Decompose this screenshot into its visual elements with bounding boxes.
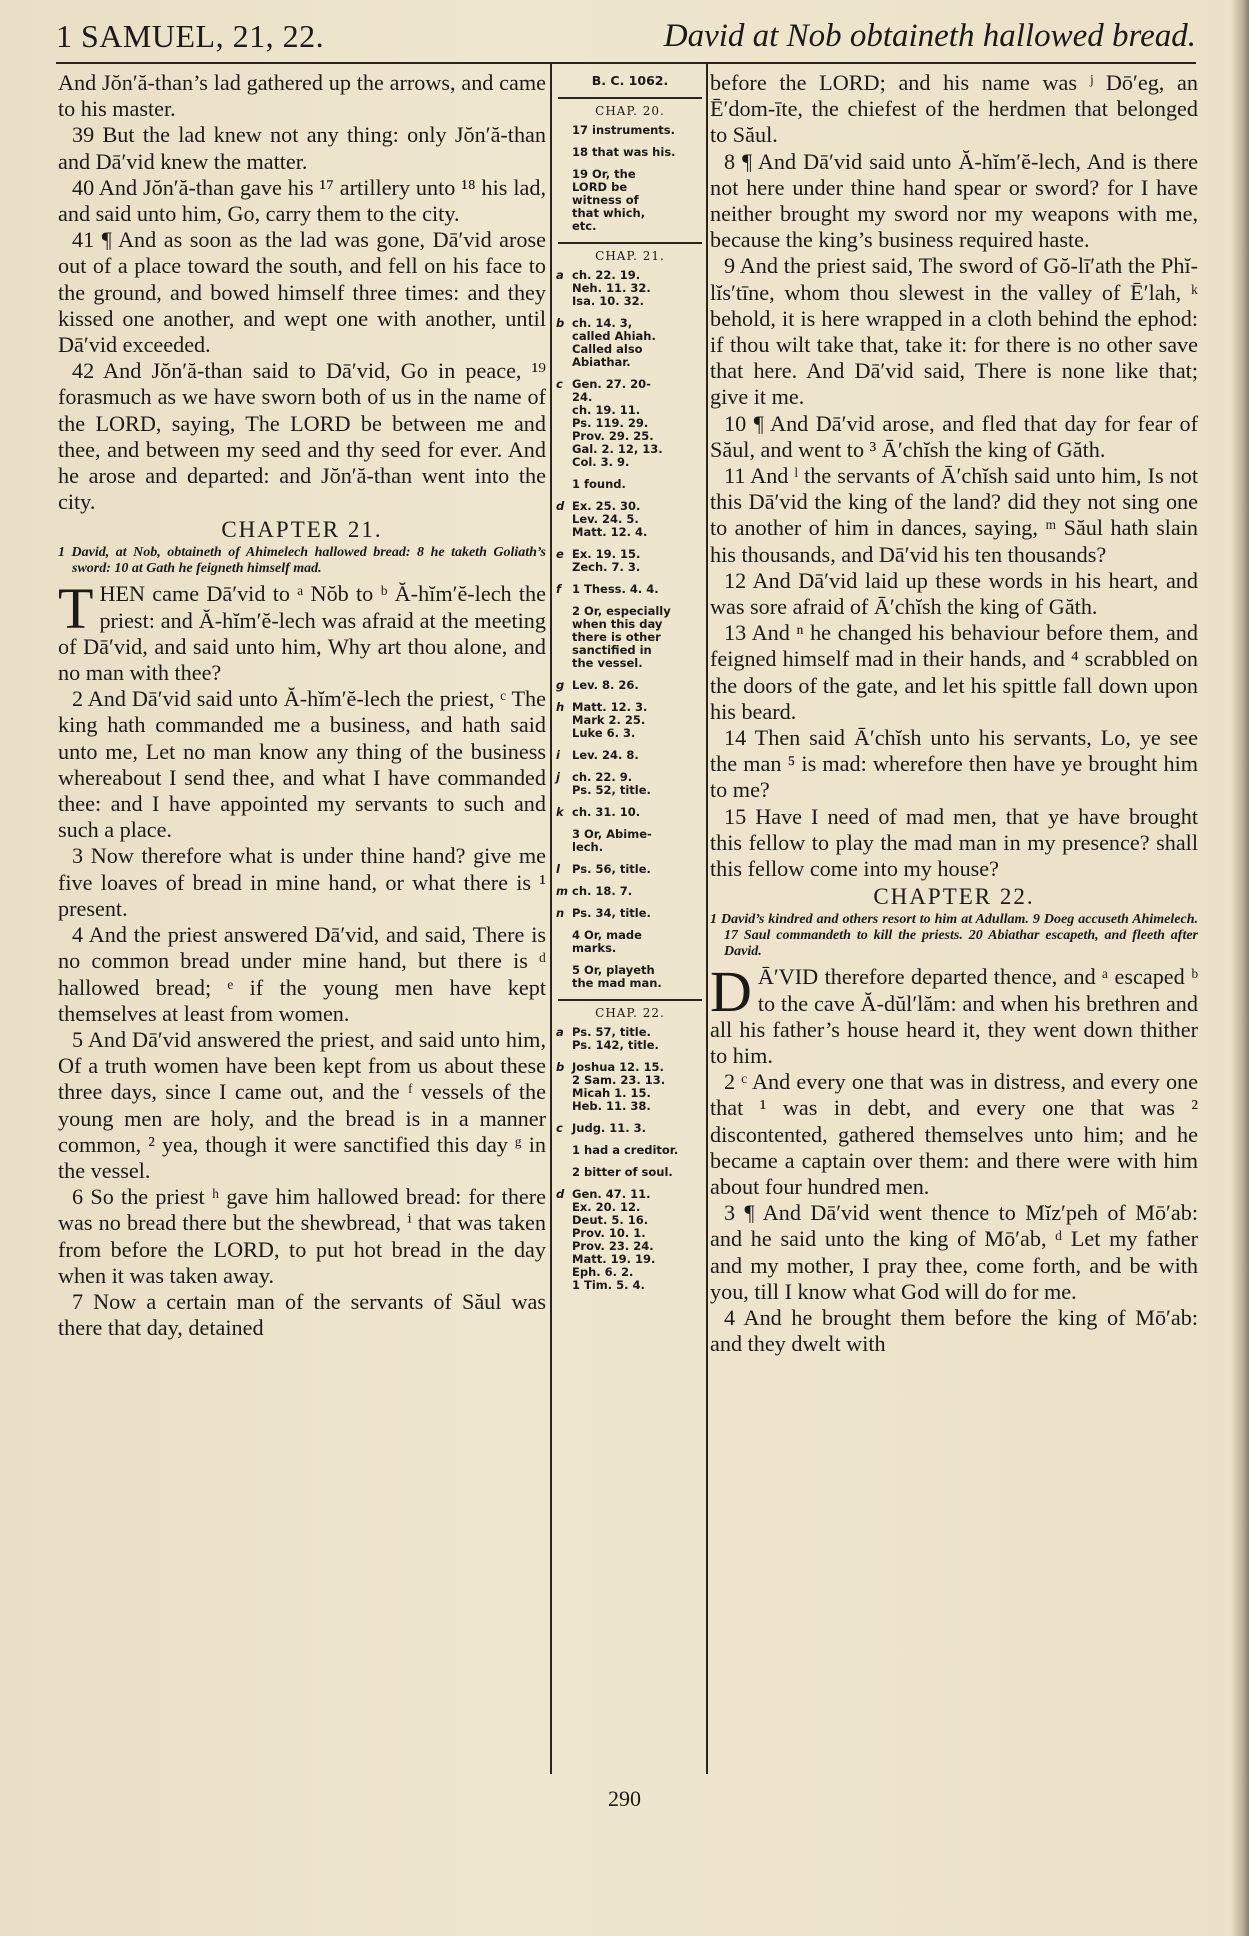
reference-note bbox=[556, 548, 704, 574]
verse-3: 3 ¶ And Dā′vid went thence to Mĭz′peh of Mō′ab: and he said unto the king of Mō′ab, ᵈ Let my father and my mother, I pray thee, come forth, and be with you, till I know what God will do for me. bbox=[710, 1200, 1198, 1304]
verse-4: 4 And he brought them before the king of Mō′ab: and they dwelt with bbox=[710, 1304, 1198, 1357]
reference-key: i bbox=[556, 748, 560, 762]
reference-text: ch. 18. 7. bbox=[572, 884, 633, 898]
verse-10: 10 ¶ And Dā′vid arose, and fled that day for fear of Săul, and went to ³ Ā′chĭsh the king of Găth. bbox=[710, 410, 1198, 462]
page-edge-shadow bbox=[1231, 0, 1249, 1936]
header-rule bbox=[56, 62, 1196, 64]
section-rule bbox=[558, 999, 702, 1001]
column-divider-right bbox=[706, 64, 708, 1774]
section-rule bbox=[558, 97, 702, 99]
reference-key: n bbox=[556, 906, 565, 920]
reference-chapter-heading: CHAP. 21. bbox=[595, 249, 665, 263]
verse-1-text: HEN came Dā′vid to ᵃ Nŏb to ᵇ Ă-hĭm′ĕ-lech the priest: and Ă-hĭm′ĕ-lech was afraid at the meeting of Dā′vid, and said unto him, Why art thou alone, and no man with thee? bbox=[58, 581, 546, 686]
verse-38-end: And Jŏn′ă-than’s lad gathered up the arrows, and came to his master. bbox=[58, 70, 546, 122]
verse-6: 6 So the priest ʰ gave him hallowed bread: for there was no bread there but the shewbread, ⁱ that was taken from before the LORD, to put hot bread in the day when it was taken away. bbox=[58, 1184, 546, 1288]
reference-note bbox=[556, 885, 704, 898]
reference-note bbox=[556, 317, 704, 369]
verse-4: 4 And the priest answered Dā′vid, and said, There is no common bread under mine hand, but there is ᵈ hallowed bread; ᵉ if the young men have kept themselves at least from women. bbox=[58, 922, 546, 1026]
reference-note bbox=[556, 806, 704, 819]
verse-1-text: Ā′VID therefore departed thence, and ᵃ escaped ᵇ to the cave Ă-dŭl′lăm: and when his brethren and all his father’s house heard it, they went down thither to him. bbox=[710, 964, 1198, 1068]
reference-text: 1 Thess. 4. 4. bbox=[572, 582, 659, 596]
verse-13: 13 And ⁿ he changed his behaviour before them, and feigned himself mad in their hands, and ⁴ scrabbled on the doors of the gate, and let his spittle fall down upon his beard. bbox=[710, 620, 1198, 724]
verse-5: 5 And Dā′vid answered the priest, and said unto him, Of a truth women have been kept from us about these three days, since I came out, and the ᶠ vessels of the young men are holy, and the bread is in a manner common, ² yea, though it were sanctified this day ᵍ in the vessel. bbox=[58, 1026, 546, 1183]
verse-2: 2 And Dā′vid said unto Ă-hĭm′ĕ-lech the priest, ᶜ The king hath commanded me a business, and hath said unto me, Let no man know any thing of the business whereabout I send thee, and what I have commanded thee: and I have appointed my servants to such and such a place. bbox=[58, 686, 546, 843]
reference-key bbox=[556, 168, 572, 233]
left-column bbox=[58, 70, 546, 1341]
chapter-21-summary: 1 David, at Nob, obtaineth of Ahimelech hallowed bread: 8 he taketh Goliath’s sword: 10 at Gath he feigneth himself mad. bbox=[58, 545, 546, 577]
chapter-22-verse-1 bbox=[710, 959, 1198, 1069]
verse-8: 8 ¶ And Dā′vid said unto Ă-hĭm′ĕ-lech, And is there not here under thine hand spear or sword? for I have neither brought my sword nor my weapons with me, because the king’s business required haste. bbox=[710, 148, 1198, 253]
verse-41: 41 ¶ And as soon as the lad was gone, Dā′vid arose out of a place toward the south, and fell on his face to the ground, and bowed himself three times: and they kissed one another, and wept one with another, until Dā′vid exceeded. bbox=[58, 227, 546, 358]
reference-key: h bbox=[556, 700, 565, 714]
reference-text: ch. 31. 10. bbox=[572, 805, 641, 819]
reference-note bbox=[556, 378, 704, 469]
reference-note bbox=[556, 749, 704, 762]
drop-cap-d: D bbox=[710, 959, 752, 1025]
column-divider-left bbox=[550, 64, 552, 1774]
chapter-22-summary: 1 David’s kindred and others resort to him at Adullam. 9 Doeg accuseth Ahimelech. 17 Saul commandeth to kill the priests. 20 Abiathar escapeth, and fleeth after David. bbox=[710, 912, 1198, 960]
reference-key bbox=[556, 828, 572, 854]
reference-key: a bbox=[556, 1025, 564, 1039]
reference-text: Lev. 8. 26. bbox=[572, 678, 639, 692]
reference-key: a bbox=[556, 268, 564, 282]
reference-text: 4 Or, made marks. bbox=[572, 928, 642, 955]
right-column bbox=[710, 70, 1198, 1357]
reference-text: Ps. 56, title. bbox=[572, 862, 651, 876]
reference-key: b bbox=[556, 1060, 565, 1074]
verse-7-end: before the LORD; and his name was ʲ Dō′eg, an Ē′dom-īte, the chiefest of the herdmen that belonged to Săul. bbox=[710, 70, 1198, 148]
verse-7: 7 Now a certain man of the servants of Săul was there that day, detained bbox=[58, 1288, 546, 1341]
section-rule bbox=[558, 242, 702, 244]
verse-42: 42 And Jŏn′ă-than said to Dā′vid, Go in peace, ¹⁹ forasmuch as we have sworn both of us in the name of the LORD, saying, The LORD be between me and thee, and between my seed and thy seed for ever. And he arose and departed: and Jŏn′ă-than went into the city. bbox=[58, 358, 546, 515]
reference-text: Ex. 19. 15. Zech. 7. 3. bbox=[572, 547, 641, 574]
reference-note bbox=[556, 146, 704, 159]
reference-text: Ex. 25. 30. Lev. 24. 5. Matt. 12. 4. bbox=[572, 499, 648, 539]
reference-text: ch. 14. 3, called Ahiah. Called also Abiathar. bbox=[572, 316, 656, 369]
marginal-references bbox=[556, 70, 704, 1301]
reference-text: Judg. 11. 3. bbox=[572, 1121, 647, 1135]
reference-key bbox=[556, 929, 572, 955]
chapter-21-verse-1 bbox=[58, 576, 546, 686]
reference-sections bbox=[556, 97, 704, 1292]
verse-2: 2 ᶜ And every one that was in distress, and every one that ¹ was in debt, and every one that was ² discontented, gathered themselves unto him; and he became a captain over them: and there were with him about four hundred men. bbox=[710, 1069, 1198, 1199]
reference-note bbox=[556, 1166, 704, 1179]
reference-note bbox=[556, 500, 704, 539]
reference-note bbox=[556, 771, 704, 797]
reference-key: k bbox=[556, 805, 564, 819]
reference-key bbox=[556, 964, 572, 990]
reference-key: g bbox=[556, 678, 565, 692]
reference-text: 17 instruments. bbox=[572, 123, 676, 137]
reference-key: c bbox=[556, 1121, 563, 1135]
reference-text: 5 Or, playeth the mad man. bbox=[572, 963, 662, 990]
reference-text: Matt. 12. 3. Mark 2. 25. Luke 6. 3. bbox=[572, 700, 648, 740]
reference-text: 1 had a creditor. bbox=[572, 1143, 679, 1157]
reference-text: ch. 22. 19. Neh. 11. 32. Isa. 10. 32. bbox=[572, 268, 651, 308]
reference-key bbox=[556, 478, 572, 491]
reference-key: f bbox=[556, 582, 562, 596]
reference-text: Ps. 57, title. Ps. 142, title. bbox=[572, 1025, 659, 1052]
reference-key bbox=[556, 146, 572, 159]
reference-note bbox=[556, 1061, 704, 1113]
reference-key bbox=[556, 124, 572, 137]
reference-chapter-heading: CHAP. 20. bbox=[595, 104, 665, 118]
reference-note bbox=[556, 1144, 704, 1157]
reference-key bbox=[556, 605, 572, 670]
page-number: 290 bbox=[608, 1786, 641, 1811]
verse-11: 11 And ˡ the servants of Ā′chĭsh said unto him, Is not this Dā′vid the king of the land? did they not sing one to another of him in dances, saying, ᵐ Săul hath slain his thousands, and Dā′vid his ten thousands? bbox=[710, 463, 1198, 567]
reference-chapter-heading: CHAP. 22. bbox=[595, 1006, 665, 1020]
reference-note bbox=[556, 929, 704, 955]
reference-key: b bbox=[556, 316, 565, 330]
reference-text: Joshua 12. 15. 2 Sam. 23. 13. Micah 1. 15. Heb. 11. 38. bbox=[572, 1060, 666, 1113]
header-topic: David at Nob obtaineth hallowed bread. bbox=[663, 18, 1196, 54]
reference-note bbox=[556, 1188, 704, 1292]
reference-note bbox=[556, 269, 704, 308]
reference-key: j bbox=[556, 770, 560, 784]
verse-3: 3 Now therefore what is under thine hand? give me five loaves of bread in mine hand, or what there is ¹ present. bbox=[58, 843, 546, 921]
reference-text: Gen. 47. 11. Ex. 20. 12. Deut. 5. 16. Prov. 10. 1. Prov. 23. 24. Matt. 19. 19. Eph. 6. 2. 1 Tim. 5. 4. bbox=[572, 1187, 656, 1292]
reference-key bbox=[556, 1166, 572, 1179]
header-book-chapter: 1 SAMUEL, 21, 22. bbox=[56, 18, 325, 54]
verse-12: 12 And Dā′vid laid up these words in his heart, and was sore afraid of Ā′chĭsh the king of Găth. bbox=[710, 567, 1198, 620]
reference-note bbox=[556, 679, 704, 692]
reference-note bbox=[556, 964, 704, 990]
reference-note bbox=[556, 701, 704, 740]
reference-key: e bbox=[556, 547, 564, 561]
chapter-21-heading: CHAPTER 21. bbox=[221, 517, 383, 543]
reference-note bbox=[556, 478, 704, 491]
reference-key: d bbox=[556, 499, 565, 513]
reference-text: 18 that was his. bbox=[572, 145, 676, 159]
reference-note bbox=[556, 583, 704, 596]
reference-key: c bbox=[556, 377, 563, 391]
reference-key: d bbox=[556, 1187, 565, 1201]
reference-note bbox=[556, 168, 704, 233]
reference-text: 19 Or, the LORD be witness of that which, etc. bbox=[572, 167, 646, 233]
reference-key: l bbox=[556, 862, 560, 876]
reference-text: Ps. 34, title. bbox=[572, 906, 651, 920]
reference-note bbox=[556, 605, 704, 670]
reference-text: Gen. 27. 20- 24. ch. 19. 11. Ps. 119. 29. Prov. 29. 25. Gal. 2. 12, 13. Col. 3. 9. bbox=[572, 377, 663, 469]
drop-cap-t: T bbox=[58, 576, 94, 642]
verse-9: 9 And the priest said, The sword of Gŏ-lī′ath the Phĭ-lĭs′tīne, whom thou slewest in the valley of Ē′lah, ᵏ behold, it is here wrapped in a cloth behind the ephod: if thou wilt take that, take it: for there is no other save that here. And Dā′vid said, There is none like that; give it me. bbox=[710, 253, 1198, 410]
reference-text: 2 Or, especially when this day there is other sanctified in the vessel. bbox=[572, 604, 671, 670]
reference-note bbox=[556, 907, 704, 920]
reference-text: 3 Or, Abime- lech. bbox=[572, 827, 652, 854]
chapter-22-heading: CHAPTER 22. bbox=[873, 884, 1035, 910]
reference-note bbox=[556, 1122, 704, 1135]
reference-key: m bbox=[556, 884, 568, 898]
reference-note bbox=[556, 863, 704, 876]
reference-note bbox=[556, 124, 704, 137]
reference-key bbox=[556, 1144, 572, 1157]
date-marker: B. C. 1062. bbox=[591, 73, 669, 88]
reference-note bbox=[556, 1026, 704, 1052]
running-header bbox=[56, 18, 1196, 62]
verse-40: 40 And Jŏn′ă-than gave his ¹⁷ artillery unto ¹⁸ his lad, and said unto him, Go, carry them to the city. bbox=[58, 174, 546, 227]
verse-39: 39 But the lad knew not any thing: only Jŏn′ă-than and Dā′vid knew the matter. bbox=[58, 122, 546, 174]
reference-text: 1 found. bbox=[572, 477, 626, 491]
reference-text: 2 bitter of soul. bbox=[572, 1165, 673, 1179]
reference-text: ch. 22. 9. Ps. 52, title. bbox=[572, 770, 651, 797]
reference-text: Lev. 24. 8. bbox=[572, 748, 639, 762]
reference-note bbox=[556, 828, 704, 854]
verse-15: 15 Have I need of mad men, that ye have brought this fellow to play the mad man in my presence? shall this fellow come into my house? bbox=[710, 803, 1198, 882]
verse-14: 14 Then said Ā′chĭsh unto his servants, Lo, ye see the man ⁵ is mad: wherefore then have ye brought him to me? bbox=[710, 725, 1198, 803]
